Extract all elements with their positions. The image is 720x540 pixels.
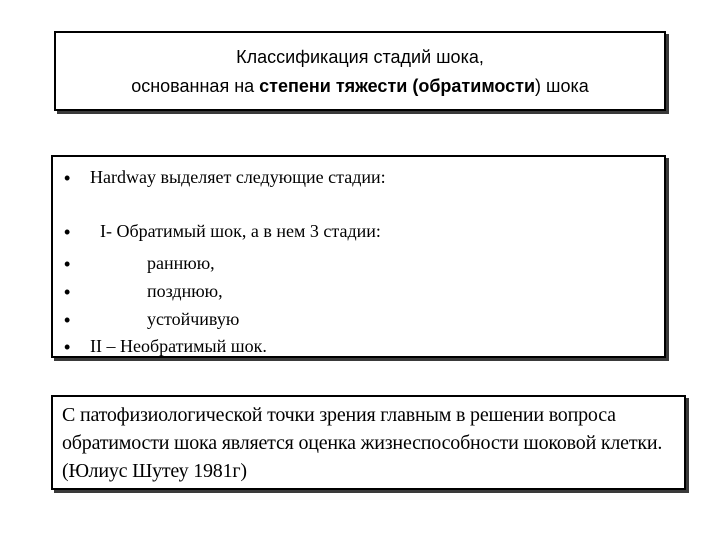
list-item [53, 281, 664, 303]
list-item-text: устойчивую [147, 309, 240, 329]
list-item [53, 167, 664, 189]
list-item-text: II – Необратимый шок. [90, 336, 267, 356]
note-text: С патофизиологической точки зрения главным в решении вопроса обратимости шока является оценка жизнеспособности шоковой клетки. (Юлиус Шутеу 1981г) [62, 404, 663, 482]
title-box [54, 31, 666, 111]
list-item [53, 309, 664, 331]
list-item [53, 221, 664, 243]
list-item [53, 336, 664, 358]
title-line-2-prefix: основанная на [131, 76, 260, 96]
note-box [51, 395, 686, 490]
bullet-icon: • [64, 254, 71, 274]
title-line-2-bold: степени тяжести (обратимости [259, 76, 536, 96]
bullet-icon: • [64, 310, 71, 330]
stages-list-box [51, 155, 666, 358]
bullet-icon: • [64, 337, 71, 357]
title-line-2-suffix: ) шока [535, 76, 589, 96]
title-line-2 [56, 76, 664, 97]
bullet-icon: • [64, 282, 71, 302]
bullet-icon: • [64, 222, 71, 242]
list-item-text: позднюю, [147, 281, 223, 301]
title-line-1: Классификация стадий шока, [236, 47, 484, 67]
list-item-text: раннюю, [147, 253, 215, 273]
bullet-icon: • [64, 168, 71, 188]
list-item-text: Hardway выделяет следующие стадии: [90, 167, 386, 187]
list-item-text: I- Обратимый шок, а в нем 3 стадии: [100, 221, 381, 241]
list-item [53, 253, 664, 275]
